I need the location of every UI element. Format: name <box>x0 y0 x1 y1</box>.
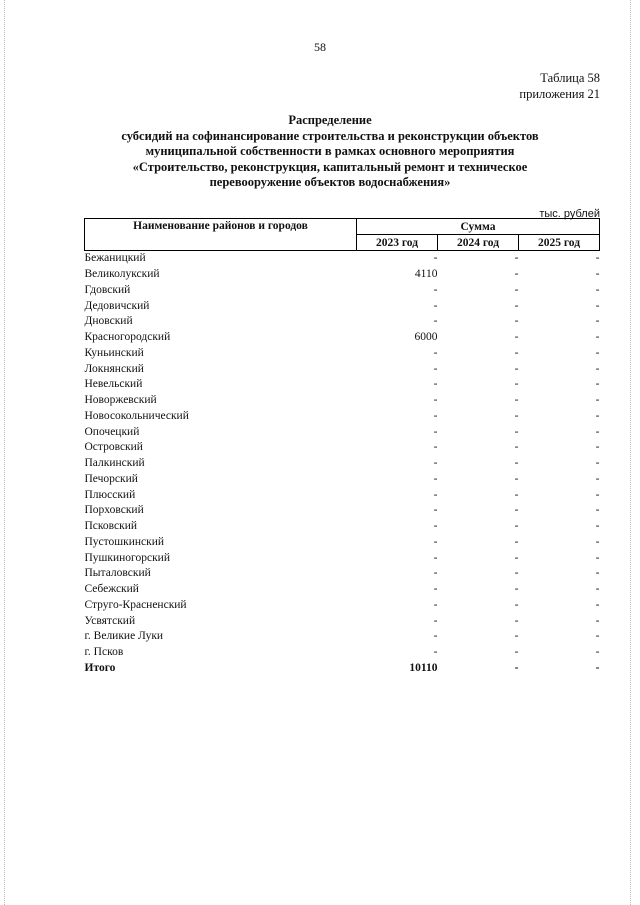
district-name: Островский <box>84 441 143 454</box>
page-edge-right <box>630 0 633 905</box>
value-2024: - <box>514 551 519 564</box>
value-2023: - <box>433 598 438 611</box>
value-2023: 6000 <box>414 331 438 344</box>
table-row <box>85 330 600 346</box>
value-2025: - <box>595 646 600 659</box>
value-2023: - <box>433 520 438 533</box>
column-header-2023: 2023 год <box>357 235 438 251</box>
table-row <box>85 346 600 362</box>
district-name: Локнянский <box>84 362 144 375</box>
value-2024: - <box>514 457 519 470</box>
value-2025: - <box>595 299 600 312</box>
value-2023: - <box>433 488 438 501</box>
column-header-sum: Сумма <box>357 219 600 235</box>
value-2024: - <box>514 362 519 375</box>
table-row <box>85 582 600 598</box>
table-row <box>85 456 600 472</box>
value-2023: - <box>433 535 438 548</box>
value-2023: - <box>433 346 438 359</box>
table-body <box>85 251 600 677</box>
page-edge-left <box>4 0 7 905</box>
district-name: Усвятский <box>84 614 136 627</box>
table-row <box>85 267 600 283</box>
table-row <box>85 393 600 409</box>
value-2025: - <box>595 630 600 643</box>
value-2025: - <box>595 394 600 407</box>
value-2024: - <box>514 425 519 438</box>
value-2025: - <box>595 551 600 564</box>
value-2024: - <box>514 614 519 627</box>
total-2023: 10110 <box>409 661 438 674</box>
table-label-number: Таблица 58 <box>540 71 600 85</box>
district-name: г. Великие Луки <box>84 630 164 643</box>
value-2024: - <box>514 488 519 501</box>
value-2024: - <box>514 441 519 454</box>
heading-line: перевооружение объектов водоснабжения» <box>209 175 451 189</box>
district-name: Пушкиногорский <box>84 551 170 564</box>
value-2023: - <box>433 441 438 454</box>
value-2023: - <box>433 378 438 391</box>
table-row <box>85 251 600 267</box>
value-2025: - <box>595 583 600 596</box>
value-2024: - <box>514 283 519 296</box>
subsidy-table <box>84 218 600 676</box>
district-name: Новосокольнический <box>84 409 189 422</box>
district-name: Гдовский <box>84 283 131 296</box>
table-row <box>85 440 600 456</box>
district-name: Куньинский <box>84 346 144 359</box>
value-2023: - <box>433 409 438 422</box>
value-2025: - <box>595 378 600 391</box>
table-row <box>85 629 600 645</box>
heading-line: «Строительство, реконструкция, капитальный ремонт и техническое <box>132 159 528 174</box>
district-name: Пыталовский <box>84 567 151 580</box>
table-row <box>85 535 600 551</box>
table-row <box>85 298 600 314</box>
table-row <box>85 409 600 425</box>
value-2025: - <box>595 425 600 438</box>
value-2025: - <box>595 268 600 281</box>
heading-line: субсидий на софинансирование строительства и реконструкции объектов <box>121 128 539 143</box>
value-2024: - <box>514 268 519 281</box>
value-2023: - <box>433 362 438 375</box>
value-2024: - <box>514 252 519 265</box>
value-2023: - <box>433 472 438 485</box>
table-row <box>85 472 600 488</box>
table-row <box>85 613 600 629</box>
value-2025: - <box>595 283 600 296</box>
table-row <box>85 598 600 614</box>
value-2024: - <box>514 346 519 359</box>
value-2023: - <box>433 252 438 265</box>
district-name: Плюсский <box>84 488 136 501</box>
district-name: Великолукский <box>84 268 160 281</box>
column-header-2025: 2025 год <box>519 235 600 251</box>
value-2025: - <box>595 567 600 580</box>
value-2025: - <box>595 409 600 422</box>
value-2025: - <box>595 472 600 485</box>
district-name: Печорский <box>84 472 138 485</box>
value-2025: - <box>595 488 600 501</box>
district-name: г. Псков <box>84 646 124 659</box>
value-2023: - <box>433 646 438 659</box>
value-2025: - <box>595 504 600 517</box>
value-2023: - <box>433 630 438 643</box>
heading-line: Распределение <box>288 113 372 127</box>
value-2025: - <box>595 331 600 344</box>
document-heading <box>60 113 600 191</box>
total-label: Итого <box>84 661 116 674</box>
value-2024: - <box>514 598 519 611</box>
value-2023: 4110 <box>414 268 438 281</box>
value-2024: - <box>514 646 519 659</box>
value-2023: - <box>433 567 438 580</box>
district-name: Пустошкинский <box>84 535 165 548</box>
value-2023: - <box>433 425 438 438</box>
district-name: Бежаницкий <box>84 252 146 265</box>
value-2023: - <box>433 551 438 564</box>
district-name: Дновский <box>84 315 133 328</box>
value-2024: - <box>514 315 519 328</box>
value-2025: - <box>595 520 600 533</box>
table-row <box>85 566 600 582</box>
value-2023: - <box>433 583 438 596</box>
table-row <box>85 283 600 299</box>
table-row <box>85 550 600 566</box>
value-2024: - <box>514 331 519 344</box>
value-2024: - <box>514 583 519 596</box>
value-2024: - <box>514 630 519 643</box>
value-2024: - <box>514 299 519 312</box>
value-2023: - <box>433 299 438 312</box>
value-2024: - <box>514 394 519 407</box>
table-row <box>85 487 600 503</box>
value-2023: - <box>433 614 438 627</box>
district-name: Порховский <box>84 504 144 517</box>
district-name: Невельский <box>84 378 143 391</box>
value-2023: - <box>433 504 438 517</box>
heading-line: муниципальной собственности в рамках основного мероприятия <box>145 144 515 158</box>
value-2024: - <box>514 472 519 485</box>
value-2024: - <box>514 567 519 580</box>
page-number: 58 <box>314 40 326 54</box>
district-name: Себежский <box>84 583 139 596</box>
value-2024: - <box>514 409 519 422</box>
value-2025: - <box>595 614 600 627</box>
value-2023: - <box>433 394 438 407</box>
value-2024: - <box>514 520 519 533</box>
district-name: Новоржевский <box>84 394 157 407</box>
table-row <box>85 424 600 440</box>
total-2025: - <box>595 661 600 674</box>
table-row <box>85 377 600 393</box>
value-2025: - <box>595 315 600 328</box>
value-2023: - <box>433 283 438 296</box>
value-2023: - <box>433 457 438 470</box>
total-row <box>85 661 600 677</box>
value-2025: - <box>595 457 600 470</box>
value-2023: - <box>433 315 438 328</box>
district-name: Псковский <box>84 520 138 533</box>
value-2024: - <box>514 535 519 548</box>
value-2025: - <box>595 346 600 359</box>
unit-label: тыс. рублей <box>539 208 600 220</box>
value-2025: - <box>595 252 600 265</box>
table-row <box>85 645 600 661</box>
column-header-name: Наименование районов и городов <box>85 219 357 251</box>
value-2025: - <box>595 362 600 375</box>
table-row <box>85 361 600 377</box>
table-row <box>85 519 600 535</box>
district-name: Палкинский <box>84 457 145 470</box>
value-2025: - <box>595 441 600 454</box>
district-name: Красногородский <box>84 331 171 344</box>
value-2025: - <box>595 535 600 548</box>
district-name: Струго-Красненский <box>84 598 187 611</box>
table-row <box>85 503 600 519</box>
value-2024: - <box>514 504 519 517</box>
table-label-appendix: приложения 21 <box>519 87 600 101</box>
table-label <box>519 70 600 102</box>
district-name: Опочецкий <box>84 425 140 438</box>
total-2024: - <box>514 661 519 674</box>
column-header-2024: 2024 год <box>438 235 519 251</box>
table-row <box>85 314 600 330</box>
district-name: Дедовичский <box>84 299 150 312</box>
value-2024: - <box>514 378 519 391</box>
value-2025: - <box>595 598 600 611</box>
